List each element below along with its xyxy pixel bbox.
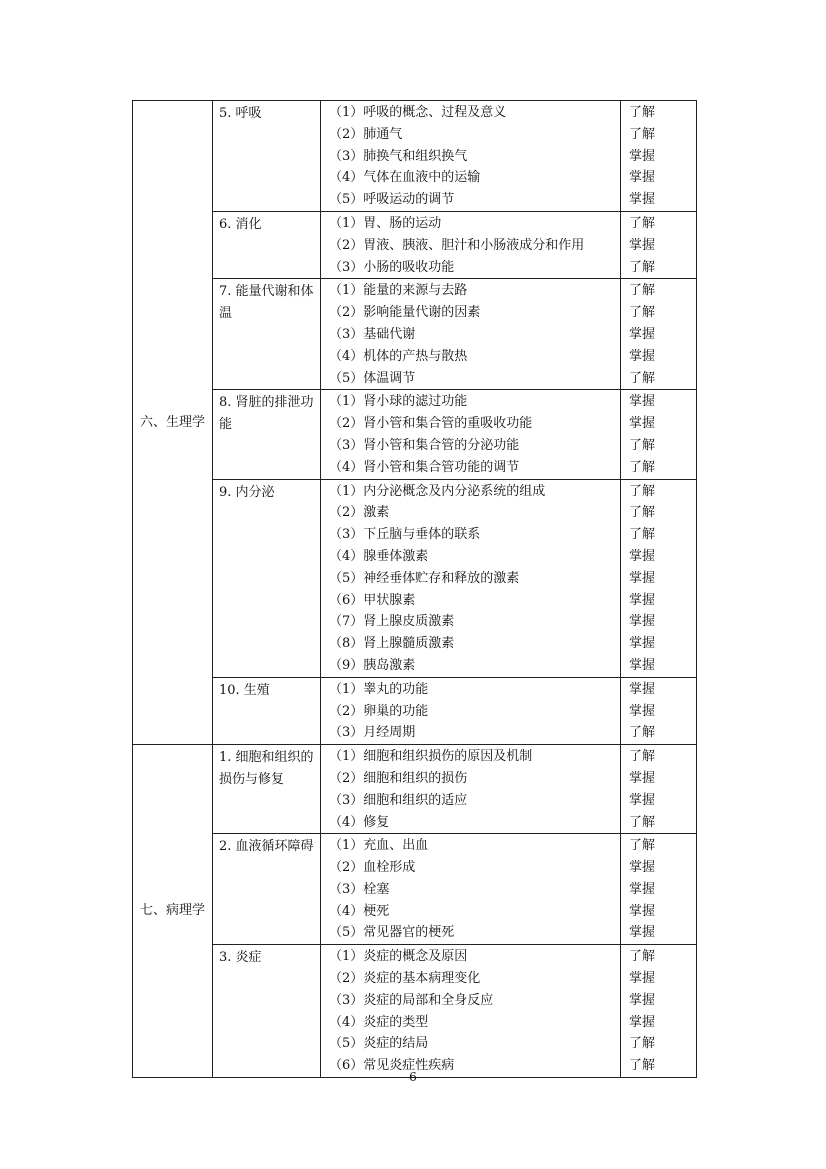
- items-cell: [321, 677, 621, 744]
- levels-cell: [621, 745, 697, 834]
- topic-row: [133, 479, 697, 677]
- topic-row: [133, 945, 697, 1078]
- items-cell: [321, 945, 621, 1078]
- item-line: （2）激素: [329, 505, 390, 521]
- level-line: 掌握: [629, 348, 656, 364]
- level-line: 掌握: [629, 703, 656, 719]
- item-line: （1）充血、出血: [329, 838, 429, 854]
- level-line: 掌握: [629, 903, 656, 919]
- items-cell: [321, 834, 621, 945]
- item-line: （3）肾小管和集合管的分泌功能: [329, 437, 520, 453]
- topic-title-cell: 7. 能量代谢和体温: [213, 279, 321, 390]
- item-line: （4）肾小管和集合管功能的调节: [329, 459, 520, 475]
- item-line: （2）炎症的基本病理变化: [329, 971, 481, 987]
- item-line: （5）呼吸运动的调节: [329, 192, 455, 208]
- level-line: 了解: [629, 1058, 656, 1074]
- level-line: 掌握: [629, 592, 656, 608]
- item-line: （3）炎症的局部和全身反应: [329, 992, 494, 1008]
- topic-title-cell: 10. 生殖: [213, 677, 321, 744]
- topic-title-cell: 1. 细胞和组织的损伤与修复: [213, 745, 321, 834]
- levels-cell: [621, 677, 697, 744]
- page-number: 6: [409, 1070, 417, 1084]
- item-line: （3）细胞和组织的适应: [329, 792, 468, 808]
- topic-row: [133, 834, 697, 945]
- subject-cell: 六、生理学: [133, 101, 213, 745]
- item-line: （1）内分泌概念及内分泌系统的组成: [329, 483, 546, 499]
- topic-row: [133, 211, 697, 278]
- level-line: 了解: [629, 483, 656, 499]
- level-line: 掌握: [629, 148, 656, 164]
- level-line: 掌握: [629, 237, 656, 253]
- item-line: （4）修复: [329, 814, 390, 830]
- topic-row: [133, 677, 697, 744]
- item-line: （3）小肠的吸收功能: [329, 259, 455, 275]
- syllabus-table: [132, 100, 697, 1078]
- item-line: （3）下丘脑与垂体的联系: [329, 527, 481, 543]
- level-line: 掌握: [629, 614, 656, 630]
- level-line: 掌握: [629, 416, 656, 432]
- level-line: 掌握: [629, 971, 656, 987]
- item-line: （3）基础代谢: [329, 326, 416, 342]
- item-line: （4）气体在血液中的运输: [329, 170, 481, 186]
- level-line: 了解: [629, 1036, 656, 1052]
- level-line: 了解: [629, 126, 656, 142]
- level-line: 了解: [629, 838, 656, 854]
- topic-row: [133, 101, 697, 212]
- levels-cell: [621, 279, 697, 390]
- item-line: （1）肾小球的滤过功能: [329, 394, 468, 410]
- topic-title-cell: 2. 血液循环障碍: [213, 834, 321, 945]
- item-line: （4）梗死: [329, 903, 390, 919]
- level-line: 掌握: [629, 992, 656, 1008]
- topic-title-cell: 6. 消化: [213, 211, 321, 278]
- item-line: （4）腺垂体激素: [329, 548, 429, 564]
- item-line: （6）甲状腺素: [329, 592, 416, 608]
- item-line: （1）能量的来源与去路: [329, 283, 468, 299]
- level-line: 掌握: [629, 925, 656, 941]
- item-line: （2）卵巢的功能: [329, 703, 429, 719]
- item-line: （3）肺换气和组织换气: [329, 148, 468, 164]
- level-line: 了解: [629, 749, 656, 765]
- level-line: 掌握: [629, 770, 656, 786]
- subject-cell: 七、病理学: [133, 745, 213, 1078]
- level-line: 了解: [629, 505, 656, 521]
- level-line: 了解: [629, 105, 656, 120]
- item-line: （8）肾上腺髓质激素: [329, 636, 455, 652]
- item-line: （5）常见器官的梗死: [329, 925, 455, 941]
- item-line: （1）细胞和组织损伤的原因及机制: [329, 749, 533, 765]
- level-line: 掌握: [629, 170, 656, 186]
- topic-row: [133, 390, 697, 479]
- topic-title-cell: 8. 肾脏的排泄功能: [213, 390, 321, 479]
- level-line: 掌握: [629, 636, 656, 652]
- item-line: （1）睾丸的功能: [329, 681, 429, 697]
- item-line: （5）神经垂体贮存和释放的激素: [329, 570, 520, 586]
- item-line: （1）胃、肠的运动: [329, 215, 442, 231]
- items-cell: [321, 390, 621, 479]
- item-line: （5）体温调节: [329, 370, 416, 386]
- level-line: 掌握: [629, 792, 656, 808]
- topic-title-cell: 9. 内分泌: [213, 479, 321, 677]
- items-cell: [321, 279, 621, 390]
- level-line: 了解: [629, 215, 656, 231]
- item-line: （1）炎症的概念及原因: [329, 949, 468, 965]
- level-line: 掌握: [629, 657, 656, 673]
- level-line: 掌握: [629, 1014, 656, 1030]
- item-line: （7）肾上腺皮质激素: [329, 614, 455, 630]
- items-cell: [321, 101, 621, 212]
- item-line: （6）常见炎症性疾病: [329, 1058, 455, 1074]
- levels-cell: [621, 390, 697, 479]
- level-line: 掌握: [629, 326, 656, 342]
- item-line: （5）炎症的结局: [329, 1036, 429, 1052]
- item-line: （2）细胞和组织的损伤: [329, 770, 468, 786]
- level-line: 了解: [629, 949, 656, 965]
- level-line: 了解: [629, 305, 656, 321]
- item-line: （2）胃液、胰液、胆汁和小肠液成分和作用: [329, 237, 585, 253]
- item-line: （9）胰岛激素: [329, 657, 416, 673]
- level-line: 了解: [629, 725, 656, 741]
- items-cell: [321, 211, 621, 278]
- syllabus-table-body: [133, 101, 697, 1078]
- level-line: 掌握: [629, 860, 656, 876]
- level-line: 了解: [629, 814, 656, 830]
- item-line: （2）肺通气: [329, 126, 403, 142]
- item-line: （2）影响能量代谢的因素: [329, 305, 481, 321]
- item-line: （3）栓塞: [329, 881, 390, 897]
- level-line: 了解: [629, 283, 656, 299]
- item-line: （1）呼吸的概念、过程及意义: [329, 105, 507, 120]
- topic-title-cell: 3. 炎症: [213, 945, 321, 1078]
- level-line: 了解: [629, 459, 656, 475]
- items-cell: [321, 745, 621, 834]
- level-line: 了解: [629, 437, 656, 453]
- level-line: 掌握: [629, 570, 656, 586]
- topic-title-cell: 5. 呼吸: [213, 101, 321, 212]
- item-line: （4）炎症的类型: [329, 1014, 429, 1030]
- level-line: 掌握: [629, 881, 656, 897]
- item-line: （4）机体的产热与散热: [329, 348, 468, 364]
- level-line: 掌握: [629, 192, 656, 208]
- level-line: 了解: [629, 527, 656, 543]
- level-line: 掌握: [629, 548, 656, 564]
- topic-row: [133, 745, 697, 834]
- levels-cell: [621, 211, 697, 278]
- levels-cell: [621, 101, 697, 212]
- level-line: 了解: [629, 259, 656, 275]
- levels-cell: [621, 945, 697, 1078]
- level-line: 掌握: [629, 681, 656, 697]
- level-line: 了解: [629, 370, 656, 386]
- topic-row: [133, 279, 697, 390]
- levels-cell: [621, 479, 697, 677]
- item-line: （2）血栓形成: [329, 860, 416, 876]
- level-line: 掌握: [629, 394, 656, 410]
- item-line: （3）月经周期: [329, 725, 416, 741]
- item-line: （2）肾小管和集合管的重吸收功能: [329, 416, 533, 432]
- levels-cell: [621, 834, 697, 945]
- items-cell: [321, 479, 621, 677]
